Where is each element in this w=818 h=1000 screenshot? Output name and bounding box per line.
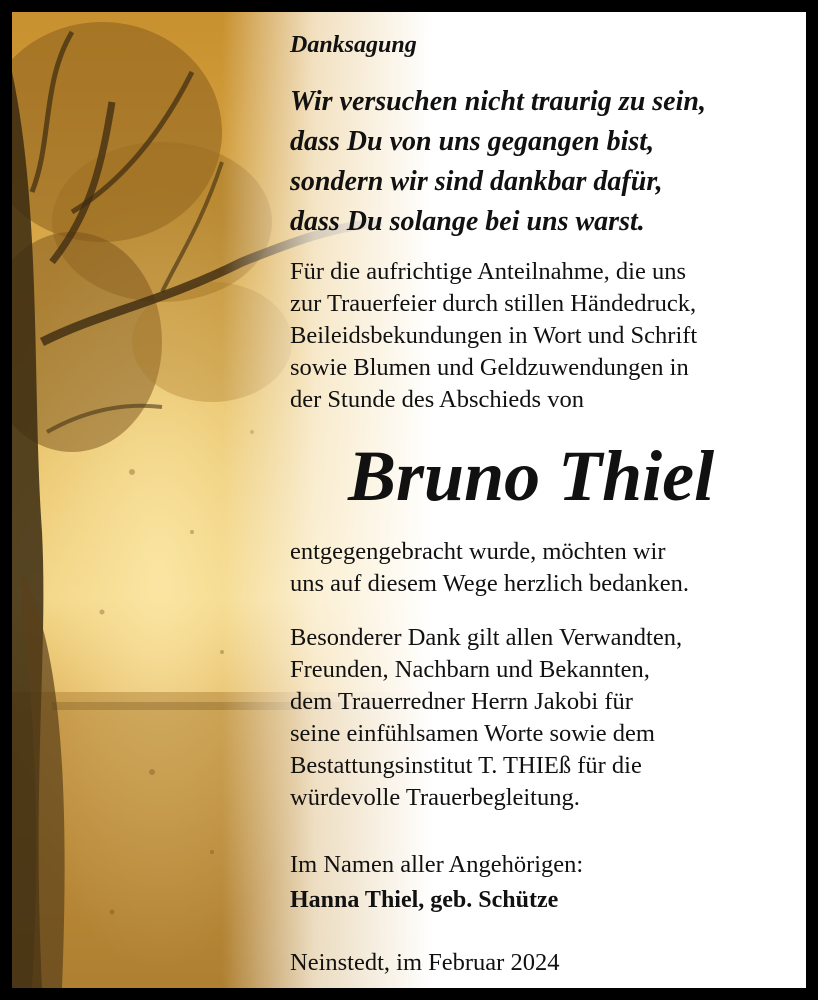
special-thanks-line: Freunden, Nachbarn und Bekannten, [290, 656, 650, 683]
intro-line: Beileidsbekundungen in Wort und Schrift [290, 322, 698, 349]
poem-line: Wir versuchen nicht traurig zu sein, [290, 86, 706, 117]
notice-card [12, 12, 806, 988]
special-thanks-line: Bestattungsinstitut T. THIEß für die [290, 752, 642, 779]
on-behalf-line: Im Namen aller Angehörigen: [290, 851, 584, 878]
poem-line: sondern wir sind dankbar dafür, [290, 166, 663, 197]
intro-line: der Stunde des Abschieds von [290, 386, 584, 413]
special-thanks-paragraph [290, 622, 682, 814]
special-thanks-line: würdevolle Trauerbegleitung. [290, 784, 580, 811]
signer-name: Hanna Thiel, geb. Schütze [290, 887, 559, 913]
deceased-name: Bruno Thiel [348, 436, 715, 516]
special-thanks-line: Besonderer Dank gilt allen Verwandten, [290, 624, 683, 651]
thanks-line: entgegengebracht wurde, möchten wir [290, 538, 666, 565]
special-thanks-line: dem Trauerredner Herrn Jakobi für [290, 688, 633, 715]
place-and-date: Neinstedt, im Februar 2024 [290, 949, 560, 976]
intro-line: Für die aufrichtige Anteilnahme, die uns [290, 258, 686, 285]
memorial-poem [290, 82, 706, 242]
thanks-line: uns auf diesem Wege herzlich bedanken. [290, 570, 689, 597]
intro-paragraph [290, 256, 697, 416]
special-thanks-line: seine einfühlsamen Worte sowie dem [290, 720, 655, 747]
notice-heading: Danksagung [290, 32, 417, 58]
thanks-paragraph [290, 536, 689, 600]
poem-line: dass Du von uns gegangen bist, [290, 126, 655, 157]
poem-line: dass Du solange bei uns warst. [290, 206, 645, 237]
intro-line: zur Trauerfeier durch stillen Händedruck, [290, 290, 697, 317]
intro-line: sowie Blumen und Geldzuwendungen in [290, 354, 689, 381]
